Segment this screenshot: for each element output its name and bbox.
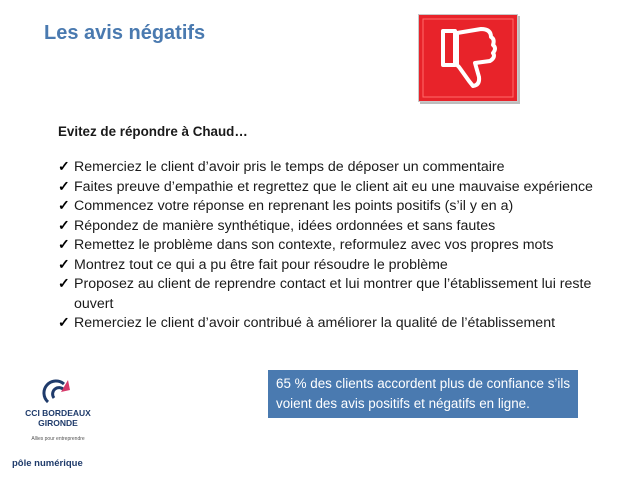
list-item: ✓ Remerciez le client d’avoir contribué à améliorer la qualité de l’établissement <box>58 314 618 334</box>
check-icon: ✓ <box>58 178 70 195</box>
list-item: ✓ Faites preuve d’empathie et regrettez que le client ait eu une mauvaise expérience <box>58 178 618 198</box>
page-title: Les avis négatifs <box>44 22 206 44</box>
thumbs-down-icon <box>419 15 517 101</box>
list-item: ✓ Proposez au client de reprendre contact et lui montrer que l’établissement lui reste ouvert <box>58 275 618 314</box>
check-icon: ✓ <box>58 217 70 234</box>
check-icon: ✓ <box>58 159 70 175</box>
cci-logo <box>4 372 116 476</box>
check-icon: ✓ <box>58 198 70 214</box>
logo-pole: pôle numérique <box>12 458 83 469</box>
tips-list <box>58 158 618 334</box>
list-item: ✓ Remerciez le client d’avoir pris le temps de déposer un commentaire <box>58 158 618 178</box>
tips-section <box>58 124 618 334</box>
logo-tagline: Allies pour entreprendre <box>31 436 85 442</box>
check-icon: ✓ <box>58 237 70 253</box>
check-icon: ✓ <box>58 315 70 331</box>
thumbs-down-tile <box>418 14 518 102</box>
check-icon: ✓ <box>58 256 70 273</box>
lead-text: Evitez de répondre à Chaud… <box>58 124 248 139</box>
list-item: ✓ Commencez votre réponse en reprenant les points positifs (s’il y en a) <box>58 197 618 217</box>
stat-callout: 65 % des clients accordent plus de confiance s’ils voient des avis positifs et négatifs en ligne. <box>268 370 578 418</box>
list-item: ✓ Remettez le problème dans son contexte, reformulez avec vos propres mots <box>58 236 618 256</box>
list-item: ✓ Montrez tout ce qui a pu être fait pour résoudre le problème <box>58 256 618 276</box>
list-item: ✓ Répondez de manière synthétique, idées ordonnées et sans fautes <box>58 217 618 237</box>
check-icon: ✓ <box>58 276 70 292</box>
logo-name: CCI BORDEAUX GIRONDE <box>25 408 91 428</box>
